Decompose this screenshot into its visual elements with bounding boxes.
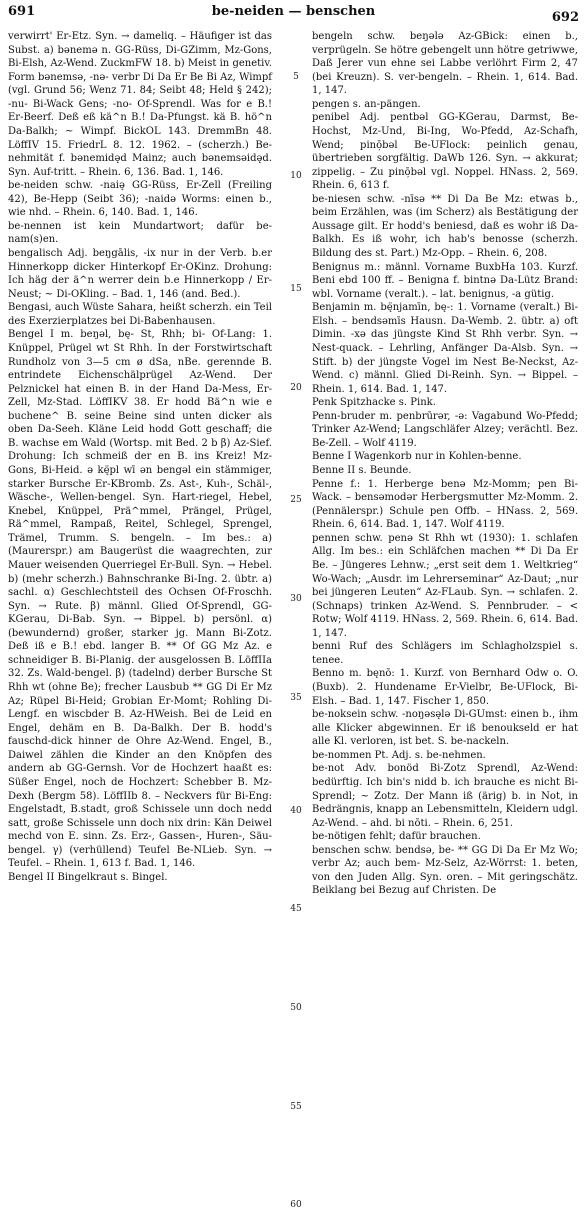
entry-penk: Penk Spitzhacke s. Pink.: [312, 397, 436, 409]
left-column: [8, 30, 272, 884]
line-number: 55: [290, 1101, 302, 1112]
entry-verwirrt-continuation: verwirrt' Er-Etz. Syn. → dameliq. – Häufiger ist das Subst. a) bənemə n. GG-Rüss, Di-GZimm, Mz-Gons, Bi-Elsh, Az-Wend. ZuckmFW 18. b) Meist in genetiv. Form bənemsə, -nə- verbr Di Da Er Be Bi Az, Wimpf (vgl. Grund 56; Wenz 71. 84; Seibt 48; Held § 242); -nu- Bi-Wack Gens; -no- Of-Sprendl. Was for e B.! Er-Beerf. Deß eß kä^n B.! Da-Pfungst. kä B. hö^n Da-Balkh; ~ Wimpf. BickOL 143. DremmBn 48. LöffIV 15. FriedrL 8. 12. 1962. – (scherzh.) Be-nehmität f. bənemidə̨d Mainz; auch bənemsəidə̨d. Syn. Auf-tritt. – Rhein. 6, 136. Bad. 1, 146.: [8, 31, 272, 178]
page-number-left: 691: [8, 4, 36, 19]
entry-benignus: Benignus m.: männl. Vorname BuxbHa 103. Kurzf. Beni ebd 100 ff. – Benigna f. bintnə Da-Lütz Brand: wbl. Vorname (veralt.). – lat. benignus, -a gütig.: [312, 261, 578, 300]
entry-benne-i: Benne I Wagenkorb nur in Kohlen-benne.: [312, 451, 522, 463]
entry-be-niesen: be-niesen schw. -nīsə ** Di Da Be Mz: etwas b., beim Erzählen, was (im Scherz) als Bestätigung der Aussage gilt. Er hodd's beniesd, daß es wohr iß Da-Balkh. Es iß wohr, ich hab's benosse (scherzh. Bildung des st. Part.) Mz-Opp. – Rhein. 6, 208.: [312, 193, 578, 259]
page-number-right: 692: [551, 10, 579, 25]
entry-penne: Penne f.: 1. Herberge benə Mz-Momm; pen Bi-Wack. – bensəmodər Herbergsmutter Mz-Momm. 2. (Pennälerspr.) Schule pen Offb. – HNass. 2, 569. Rhein. 6, 614. Bad. 1, 147. Wolf 4119.: [312, 478, 578, 531]
line-number: 15: [290, 283, 302, 294]
page-header: [8, 4, 579, 26]
line-number: 40: [290, 805, 302, 816]
line-number: 35: [290, 692, 302, 703]
entry-benjamin: Benjamin m. bę̈njamīn, bę-: 1. Vorname (veralt.) Bi-Elsh. – bendsəmīs Hausn. Da-Wemb. 2. übtr. a) oft Dimin. -xə das jüngste Kind St Rhh verbr. Syn. → Nest-quack. – Lehrling, Anfänger Da-Alsb. Syn. → Stift. b) der jüngste Vogel im Nest Be-Neckst, Az-Wend. c) männl. Glied Di-Reinh. Syn. → Bippel. – Rhein. 1, 614. Bad. 1, 147.: [312, 302, 578, 395]
entry-pengen: pengen s. an-pängen.: [312, 98, 421, 110]
entry-bengel-i: Bengel I m. beŋəl, bę- St, Rhh; bi- Of-Lang: 1. Knüppel, Prügel wt St Rhh. In der Forstwirtschaft Rundholz von 3—5 cm ø dSa, nBe. gerennde B. entrindete Eichenschälprügel Az-Wend. Der Pelznickel hat einen B. in der Hand Da-Mess, Er-Zell, Mz-Stad. LöffIKV 38. Er hodd Bä^n wie e buchene^ B. seine Beine sind unten dicker als oben Da-Seeh. Kläne Leid hodd Gott geschaff; die B. wachse em Wald (Wortsp. mit Bed. 2 b β) Az-Sief. Drohung: Ich schmeiß der en B. ins Kreiz! Mz-Gons, Bi-Heid. ə kę̈pl wī ən bengəl ein stämmiger, starker Bursche Er-KBromb. Zs. Ast-, Kuh-, Schäl-, Wäsche-, Wellen-bengel. Syn. Hart-riegel, Hebel, Knebel, Knüppel, Prä^mmel, Prängel, Prügel, Rä^mmel, Rampaß, Reitel, Schlegel, Sprengel, Trämel, Trumm. S. bengeln. – Im bes.: a) (Maurerspr.) am Baugerüst die waagrechten, zur Mauer weisenden Querriegel Er-Bull. Syn. → Hebel. b) (mehr scherzh.) Bahnschranke Bi-Ing. 2. übtr. a) sachl. α) Geschlechtsteil des Ochsen Of-Froschh. Syn. → Rute. β) männl. Glied Of-Sprendl, GG-KGerau, Di-Bab. Syn. → Bippel. b) persönl. α) (bewundernd) großer, starker jg. Mann Bi-Zotz. Deß iß e B.! ebd. langer B. ** Of GG Mz Az. e schneidiger B. Bi-Planig. der ausgelossen B. LöffIIa 32. Zs. Wald-bengel. β) (tadelnd) derber Bursche St Rhh wt (ohne Be); frecher Lausbub ** GG Di Er Mz Az; Rüpel Bi-Heid; Grobian Er-Momt; Rohling Di-Lengf. en wiscbder B. Az-HWeish. Bei de Leid en Engel, dehäm en B. Da-Balkh. Der B. hodd's fauschd-dick hinner de Ohre Az-Wend. Engel, B., Daiwel zählen die Kinder an den Knöpfen des andern ab GG-Gernsh. Vor de Hochzert haaßt es: Süßer Engel, noch de Hochzert: Schebber B. Mz-Dexh (Bergm 58). LöffIIb 8. – Neckvers für Bi-Eng: Engelstadt, B.stadt, groß Schissele unn doch nedd satt, große Schissele unn doch nix drin: Kän Deiwel mechd von E. sinn. Zs. Erz-, Gassen-, Huren-, Säu-bengel. γ) (verhüllend) Teufel Be-NLieb. Syn. → Teufel. – Rhein. 1, 613 f. Bad. 1, 146.: [8, 329, 272, 870]
entry-bengasi: Bengasi, auch Wüste Sahara, heißt scherzh. ein Teil des Exerzierplatzes bei Di-Babenhausen.: [8, 302, 272, 327]
entry-penibel: penibel Adj. pentbəl GG-KGerau, Darmst, Be-Hochst, Mz-Und, Bi-Ing, Wo-Pfedd, Az-Schafh, Wend; pinō̦bəl Be-UFlock: peinlich genau, übertrieben sorgfältig. DaWb 126. Syn. → akkurat; zippelig. – Zu pinō̦bəl vgl. Noppel. HNass. 2, 569. Rhein. 6, 613 f.: [312, 112, 578, 192]
entry-benschen: benschen schw. bendsə, be- ** GG Di Da Er Mz Wo; verbr Az; auch bem- Mz-Selz, Az-Wörrst: 1. beten, von den Juden Allg. Syn. oren. – Mit geringschätz. Beiklang bei Bezug auf Christen. De: [312, 844, 578, 897]
entry-bengalisch: bengalisch Adj. beŋgālis, -ix nur in der Verb. b.er Hinnerkopp dicker Hinterkopf Er-OKinz. Drohung: Ich häg der ä^n werrer dein b.e Hinnerkopp / Er-Neust; ~ Di-OKling. – Bad. 1, 146 (and. Bed.).: [8, 248, 272, 300]
entry-benni: benni Ruf des Schlägers im Schlagholzspiel s. tenee.: [312, 641, 578, 666]
entry-be-nennen: be-nennen ist kein Mundartwort; dafür be-nam(s)en.: [8, 220, 272, 246]
page-title: be-neiden — benschen: [211, 4, 376, 19]
entry-be-neiden: be-neiden schw. -naiə̨ GG-Rüss, Er-Zell (Freiling 42), Be-Hepp (Seibt 36); -naidə Worms: einen b., wie nhd. – Rhein. 6, 140. Bad. 1, 146.: [8, 180, 272, 219]
line-number: 10: [290, 171, 302, 181]
right-column: [312, 30, 578, 898]
line-number: 20: [290, 382, 302, 393]
entry-penn-bruder: Penn-bruder m. penbrūrər, -ə: Vagabund Wo-Pfedd; Trinker Az-Wend; Langschläfer Alzey; verächtl. Bez. Be-Zell. – Wolf 4119.: [312, 410, 578, 449]
entry-benne-ii: Benne II s. Beunde.: [312, 465, 412, 476]
line-number: 5: [293, 72, 299, 83]
entry-benno: Benno m. bęnō: 1. Kurzf. von Bernhard Odw o. O. (Buxb). 2. Hundename Er-Vielbr, Be-UFlock, Bi-Elsh. – Bad. 1, 147. Fischer 1, 850.: [312, 668, 578, 707]
entry-be-nommen: be-nommen Pt. Adj. s. be-nehmen.: [312, 749, 486, 761]
entry-be-noetigen: be-nötigen fehlt; dafür brauchen.: [312, 831, 481, 843]
entry-bengeln: bengeln schw. beŋələ Az-GBick: einen b., verprügeln. Se hötre gebengelt unn hötre getriwwe, Daß Jerer vun ehne sei Labbe verlöhrt Firm 2, 47 (bei Kreuzn). S. ver-bengeln. – Rhein. 1, 614. Bad. 1, 147.: [312, 31, 578, 97]
line-number: 25: [290, 495, 302, 506]
entry-be-not: be-not Adv. bonöd Bi-Zotz Sprendl, Az-Wend: bedürftig. Ich bin's nidd b. ich brauche es nicht Bi-Sprendl; ~ Zotz. Der Mann iß (ärig) b. in Not, in Bedrängnis, knapp an Lebensmitteln, Kleidern udgl. Az-Wend. – ahd. bi nōti. – Rhein. 6, 251.: [312, 763, 578, 829]
line-number: 50: [290, 1002, 302, 1013]
entry-bengel-ii: Bengel II Bingelkraut s. Bingel.: [8, 871, 168, 883]
line-number: 45: [290, 904, 302, 915]
entry-pennen: pennen schw. penə St Rhh wt (1930): 1. schlafen Allg. Im bes.: ein Schläfchen machen ** Di Da Er Be. – Jüngeres Lehnw.; „erst seit dem 1. Weltkrieg“ Wo-Wach; „Ausdr. im Lehrerseminar“ Az-Daut; „nur bei jüngeren Leuten“ Az-FLaub. Syn. → schlafen. 2. (Schnaps) trinken Az-Wend. S. Pennbruder. – < Rotw; Wolf 4119. HNass. 2, 569. Rhein. 6, 614. Bad. 1, 147.: [312, 532, 578, 639]
line-number: 30: [290, 594, 302, 604]
line-number: 60: [290, 1200, 302, 1210]
entry-be-noksein: be-noksein schw. -noŋəsə̨lə Di-GUmst: einen b., ihm alle Klicker abgewinnen. Er iß benoukseld er hat alle Kl. verloren, ist bet. S. be-nackeln.: [312, 709, 578, 748]
